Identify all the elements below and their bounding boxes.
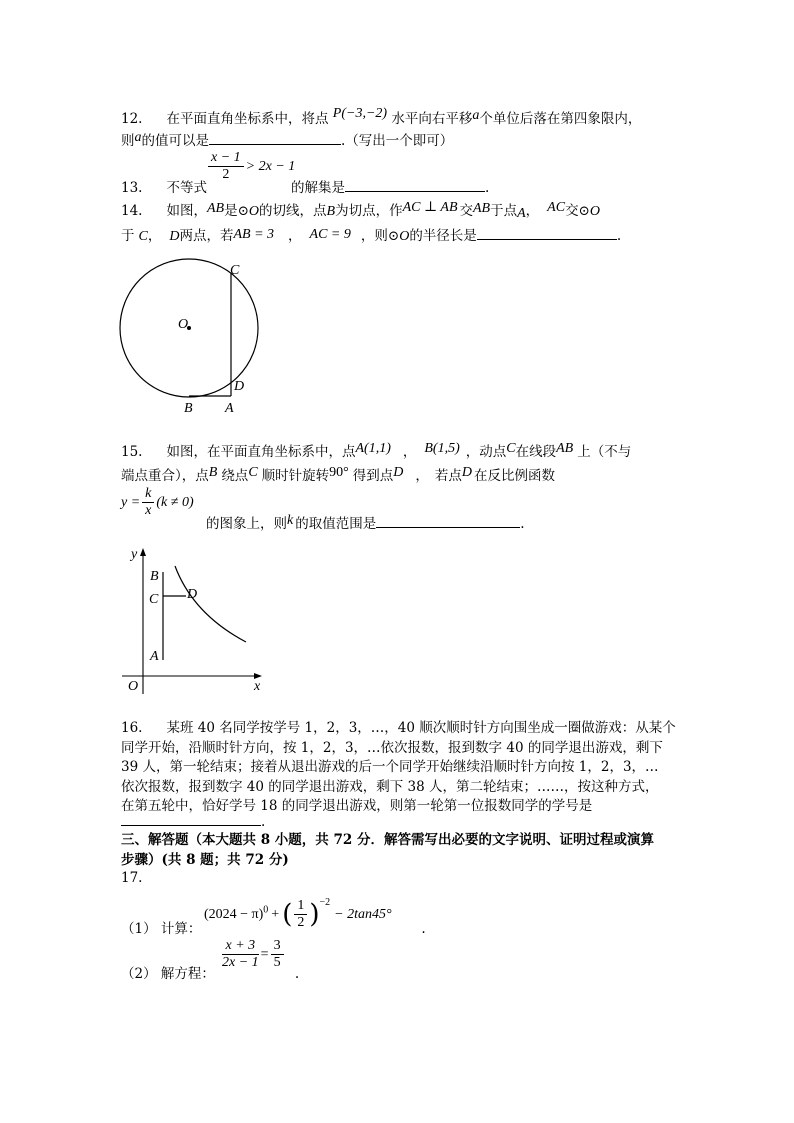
label-o: O <box>178 317 189 332</box>
q16-line1: 16. 某班 40 名同学按学号 1，2，3，…，40 顺次顺时针方向围坐成一圈做游戏：从某个 <box>121 720 676 736</box>
label-b: B <box>184 401 193 416</box>
q15-answer-blank[interactable] <box>376 514 520 528</box>
hyperbola-curve <box>175 566 246 642</box>
q15-number: 15. <box>121 444 143 460</box>
label-d: D <box>187 587 198 602</box>
label-y: y <box>131 547 138 562</box>
label-d: D <box>234 379 245 394</box>
q17-part1-expression: $(2024 - \pi)^0$ + ( $\frac{1}{2}$ )$^{-2}$− 2tan45° <box>204 896 392 930</box>
q13-answer-blank[interactable] <box>345 178 485 192</box>
q12-point: P(−3,−2) <box>332 106 388 121</box>
q16-answer-blank[interactable] <box>121 812 261 826</box>
q17-part2-line: （2） 解方程： . <box>121 966 300 982</box>
q16-line5: 在第五轮中，恰好学号 18 的同学退出游戏，则第一轮第一位报数同学的学号是 <box>121 798 593 814</box>
q17-part2-equation: $\frac{x + 3}{2x - 1}$ = $\frac{3}{5}$ <box>220 938 286 971</box>
q16-line2: 同学开始，沿顺时针方向，按 1，2，3，…依次报数，报到数字 40 的同学退出游戏，剩下 <box>121 740 663 756</box>
q14-line1: 14. 如图，AB是⊙O的切线，点B为切点，作AC ⊥ AB 交AB于点A， AC交⊙O <box>121 200 600 221</box>
label-c: C <box>230 263 240 278</box>
q15-coordinate-figure <box>118 544 268 700</box>
q12-line1: 12. 在平面直角坐标系中，将点 P(−3,−2) 水平向右平移a个单位后落在第四象限内， <box>121 106 642 127</box>
q14-answer-blank[interactable] <box>477 226 617 240</box>
label-origin: O <box>128 679 139 694</box>
label-a: A <box>225 401 234 416</box>
section3-heading-line2: 步骤）(共 8 题；共 72 分) <box>121 852 289 868</box>
q14-number: 14. <box>121 203 143 219</box>
q17-number: 17. <box>121 870 143 886</box>
q16-line3: 39 人，第一轮结束；接着从退出游戏的后一个同学开始继续沿顺时针方向按 1，2，3，… <box>121 759 659 775</box>
q15-line3: 的图象上，则k 的取值范围是 . <box>206 513 525 532</box>
label-c: C <box>149 592 159 607</box>
q13-line: 13. 不等式 的解集是 . <box>121 180 490 196</box>
section3-heading-line1: 三、解答题（本大题共 8 小题，共 72 分．解答需写出必要的文字说明、证明过程或演算 <box>121 832 654 848</box>
q16-number: 16. <box>121 720 143 736</box>
q12-line2: 则a的值可以是 .（写出一个即可） <box>121 130 454 149</box>
label-a: A <box>150 649 159 664</box>
q16-line4: 依次报数，报到数字 40 的同学退出游戏，剩下 38 人，第二轮结束；……，按这种方式， <box>121 779 659 795</box>
q14-line2: 于 C， D两点，若AB = 3 ， AC = 9 ，则⊙O的半径长是 . <box>121 227 622 244</box>
label-x: x <box>254 679 261 694</box>
q14-circle-figure <box>112 256 272 418</box>
q17-part1-line: （1） 计算： . <box>121 921 426 937</box>
q15-function: y = $\frac{k}{x}$ (k ≠ 0) <box>121 486 194 518</box>
q13-number: 13. <box>121 180 143 196</box>
label-b: B <box>150 569 159 584</box>
q16-line6: . <box>121 812 265 831</box>
q13-inequality: $\frac{x - 1}{2}$ > 2x − 1 <box>206 150 295 183</box>
q12-number: 12. <box>121 111 143 127</box>
q12-answer-blank[interactable] <box>209 131 341 145</box>
q15-line2: 端点重合），点B 绕点C 顺时针旋转90° 得到点D ， 若点D 在反比例函数 <box>121 465 556 484</box>
y-axis-arrow-icon <box>140 548 146 556</box>
q15-line1: 15. 如图，在平面直角坐标系中，点A(1,1) ， B(1,5) ，动点C在线段AB 上（不与 <box>121 441 632 460</box>
